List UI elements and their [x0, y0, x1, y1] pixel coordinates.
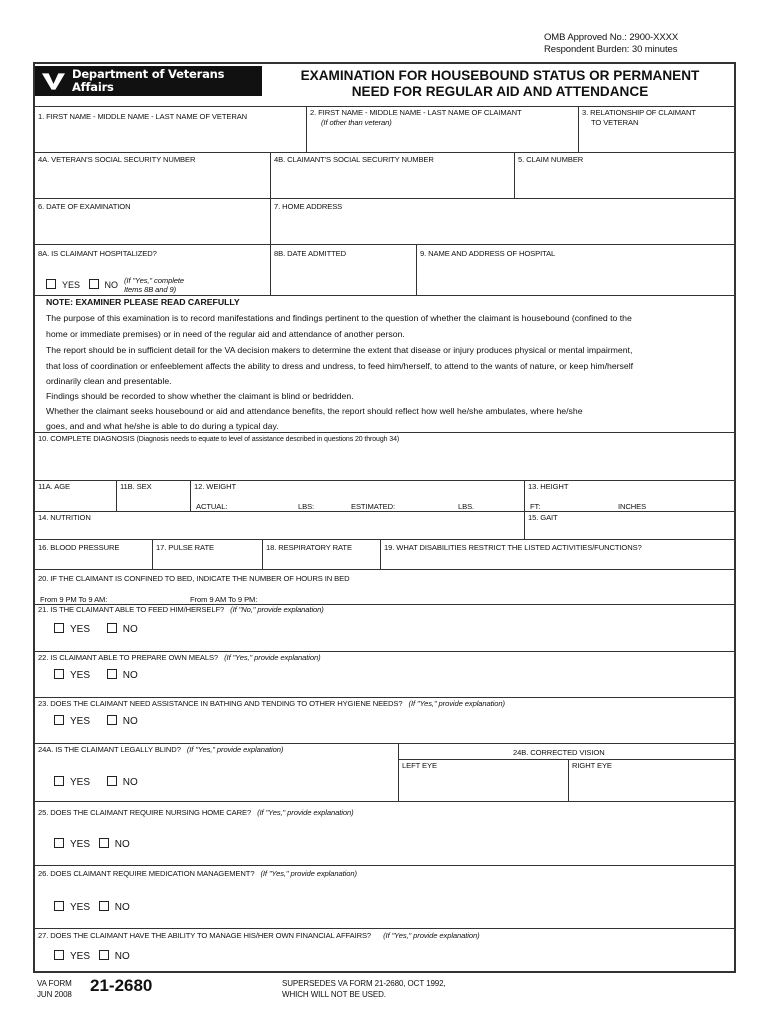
meals-yes-checkbox[interactable] [54, 669, 64, 679]
weight-estimated-label: ESTIMATED: [351, 502, 396, 511]
gait-label: 15. GAIT [528, 513, 558, 522]
exam-date-field[interactable] [38, 214, 268, 242]
va-seal-icon [41, 70, 66, 92]
respondent-burden: Respondent Burden: 30 minutes [544, 44, 678, 55]
right-eye-field[interactable] [572, 772, 732, 799]
form-label: VA FORM [37, 979, 72, 988]
hygiene-options: YES NO [54, 715, 138, 728]
note-line: that loss of coordination or enfeeblement affects the ability to dress and undress, to feed him/herself, to attend to the wants of nature, or keep him/herself [46, 361, 634, 371]
hospitalized-no-checkbox[interactable] [89, 279, 99, 289]
hospital-field[interactable] [420, 262, 732, 292]
feed-yes-checkbox[interactable] [54, 623, 64, 633]
relationship-label-2: TO VETERAN [591, 118, 639, 127]
weight-label: 12. WEIGHT [194, 482, 237, 491]
medication-no-checkbox[interactable] [99, 901, 109, 911]
note-line: goes, and and what he/she is able to do during a typical day. [46, 421, 279, 431]
respiratory-rate-label: 18. RESPIRATORY RATE [266, 543, 352, 552]
meals-no-checkbox[interactable] [107, 669, 117, 679]
nursing-home-options: YES NO [54, 838, 130, 851]
claimant-name-label: 2. FIRST NAME - MIDDLE NAME - LAST NAME OF CLAIMANT [310, 108, 522, 117]
hygiene-yes-checkbox[interactable] [54, 715, 64, 725]
blind-no-checkbox[interactable] [107, 776, 117, 786]
nutrition-label: 14. NUTRITION [38, 513, 91, 522]
blind-options: YES NO [54, 776, 138, 789]
claimant-ssn-label: 4B. CLAIMANT'S SOCIAL SECURITY NUMBER [274, 155, 434, 164]
claimant-name-note: (If other than veteran) [321, 118, 392, 127]
nursing-home-no-checkbox[interactable] [99, 838, 109, 848]
relationship-label: 3. RELATIONSHIP OF CLAIMANT [582, 108, 696, 117]
feed-no-checkbox[interactable] [107, 623, 117, 633]
medication-yes-checkbox[interactable] [54, 901, 64, 911]
feed-label: 21. IS THE CLAIMANT ABLE TO FEED HIM/HERSELF? (If "No," provide explanation) [38, 605, 324, 614]
gait-field[interactable] [528, 524, 732, 538]
diagnosis-note: (Diagnosis needs to equate to level of assistance described in questions 20 through 34) [136, 436, 400, 443]
veteran-name-label: 1. FIRST NAME - MIDDLE NAME - LAST NAME OF VETERAN [38, 112, 248, 121]
diagnosis-field[interactable] [38, 446, 732, 478]
hospitalized-label: 8A. IS CLAIMANT HOSPITALIZED? [38, 249, 157, 258]
home-address-field[interactable] [274, 214, 732, 242]
supersedes-line2: WHICH WILL NOT BE USED. [282, 990, 386, 999]
home-address-label: 7. HOME ADDRESS [274, 202, 343, 211]
hospitalized-options: YES NO [46, 279, 118, 290]
height-label: 13. HEIGHT [528, 482, 569, 491]
financial-no-checkbox[interactable] [99, 950, 109, 960]
right-eye-label: RIGHT EYE [572, 761, 612, 770]
veteran-name-field[interactable] [38, 125, 304, 150]
weight-actual-label: ACTUAL: [196, 502, 228, 511]
height-inches-label: INCHES [618, 502, 647, 511]
medication-options: YES NO [54, 901, 130, 914]
hospitalized-note-2: Items 8B and 9) [124, 285, 177, 294]
sex-label: 11B. SEX [120, 482, 152, 491]
claim-number-field[interactable] [518, 168, 732, 196]
exam-date-label: 6. DATE OF EXAMINATION [38, 202, 131, 211]
hygiene-no-checkbox[interactable] [107, 715, 117, 725]
hygiene-label: 23. DOES THE CLAIMANT NEED ASSISTANCE IN BATHING AND TENDING TO OTHER HYGIENE NEEDS? (If "Yes," provide explanation) [38, 699, 505, 708]
blood-pressure-label: 16. BLOOD PRESSURE [38, 543, 120, 552]
age-label: 11A. AGE [38, 482, 70, 491]
hospital-label: 9. NAME AND ADDRESS OF HOSPITAL [420, 249, 556, 258]
note-line: home or immediate premises) or in need of the regular aid and attendance of another person. [46, 329, 405, 339]
diagnosis-label: 10. COMPLETE DIAGNOSIS (Diagnosis needs to equate to level of assistance described in questions 20 through 34) [38, 434, 400, 443]
date-admitted-label: 8B. DATE ADMITTED [274, 249, 346, 258]
corrected-vision-label: 24B. CORRECTED VISION [513, 748, 605, 757]
omb-number: OMB Approved No.: 2900-XXXX [544, 32, 679, 43]
bed-hours-label: 20. IF THE CLAIMANT IS CONFINED TO BED, INDICATE THE NUMBER OF HOURS IN BED [38, 574, 350, 583]
financial-yes-checkbox[interactable] [54, 950, 64, 960]
blind-yes-checkbox[interactable] [54, 776, 64, 786]
form-title-line1: EXAMINATION FOR HOUSEBOUND STATUS OR PERMANENT [300, 68, 700, 83]
note-heading: NOTE: EXAMINER PLEASE READ CAREFULLY [46, 297, 240, 307]
note-line: The report should be in sufficient detail for the VA decision makers to determine the extent that disease or injury produces physical or mental impairment, [46, 345, 633, 355]
date-admitted-field[interactable] [274, 262, 414, 292]
claimant-name-field[interactable] [310, 130, 576, 150]
bed-hours-day-label: From 9 AM To 9 PM: [190, 595, 258, 604]
note-line: ordinarily clean and presentable. [46, 376, 172, 386]
relationship-field[interactable] [582, 130, 732, 150]
meals-options: YES NO [54, 669, 138, 682]
claimant-ssn-field[interactable] [274, 168, 512, 196]
supersedes-line1: SUPERSEDES VA FORM 21-2680, OCT 1992, [282, 979, 446, 988]
pulse-rate-label: 17. PULSE RATE [156, 543, 214, 552]
nursing-home-label: 25. DOES THE CLAIMANT REQUIRE NURSING HOME CARE? (If "Yes," provide explanation) [38, 808, 354, 817]
feed-options: YES NO [54, 623, 138, 636]
nursing-home-yes-checkbox[interactable] [54, 838, 64, 848]
top-rule [33, 62, 735, 64]
disabilities-label: 19. WHAT DISABILITIES RESTRICT THE LISTED ACTIVITIES/FUNCTIONS? [384, 543, 642, 552]
bed-hours-night-label: From 9 PM To 9 AM: [40, 595, 108, 604]
medication-label: 26. DOES CLAIMANT REQUIRE MEDICATION MANAGEMENT? (If "Yes," provide explanation) [38, 869, 357, 878]
veteran-ssn-field[interactable] [38, 168, 268, 196]
meals-label: 22. IS CLAIMANT ABLE TO PREPARE OWN MEALS? (If "Yes," provide explanation) [38, 653, 321, 662]
financial-label: 27. DOES THE CLAIMANT HAVE THE ABILITY TO MANAGE HIS/HER OWN FINANCIAL AFFAIRS? (If "Yes," provide explanation) [38, 931, 480, 940]
nutrition-field[interactable] [38, 524, 522, 538]
claim-number-label: 5. CLAIM NUMBER [518, 155, 584, 164]
weight-lbs2-label: LBS. [458, 502, 475, 511]
left-eye-field[interactable] [402, 772, 566, 799]
form-title-line2: NEED FOR REGULAR AID AND ATTENDANCE [351, 84, 649, 99]
note-line: The purpose of this examination is to record manifestations and findings pertinent to the question of whether the claimant is housebound (confined to the [46, 313, 632, 323]
agency-name: Department of Veterans Affairs [71, 66, 225, 94]
note-line: Whether the claimant seeks housebound or aid and attendance benefits, the report should reflect how well he/she ambulates, where he/she [46, 406, 583, 416]
hospitalized-yes-checkbox[interactable] [46, 279, 56, 289]
weight-lbs-label: LBS: [298, 502, 315, 511]
financial-options: YES NO [54, 950, 130, 963]
height-ft-label: FT: [530, 502, 541, 511]
va-logo [35, 66, 262, 96]
bottom-rule [33, 971, 736, 973]
form-date: JUN 2008 [37, 990, 72, 999]
blind-label: 24A. IS THE CLAIMANT LEGALLY BLIND? (If "Yes," provide explanation) [38, 745, 284, 754]
form-number: 21-2680 [90, 976, 153, 995]
veteran-ssn-label: 4A. VETERAN'S SOCIAL SECURITY NUMBER [38, 155, 196, 164]
hospitalized-note-1: (If "Yes," complete [124, 276, 185, 285]
note-line: Findings should be recorded to show whether the claimant is blind or bedridden. [46, 391, 354, 401]
left-eye-label: LEFT EYE [402, 761, 437, 770]
